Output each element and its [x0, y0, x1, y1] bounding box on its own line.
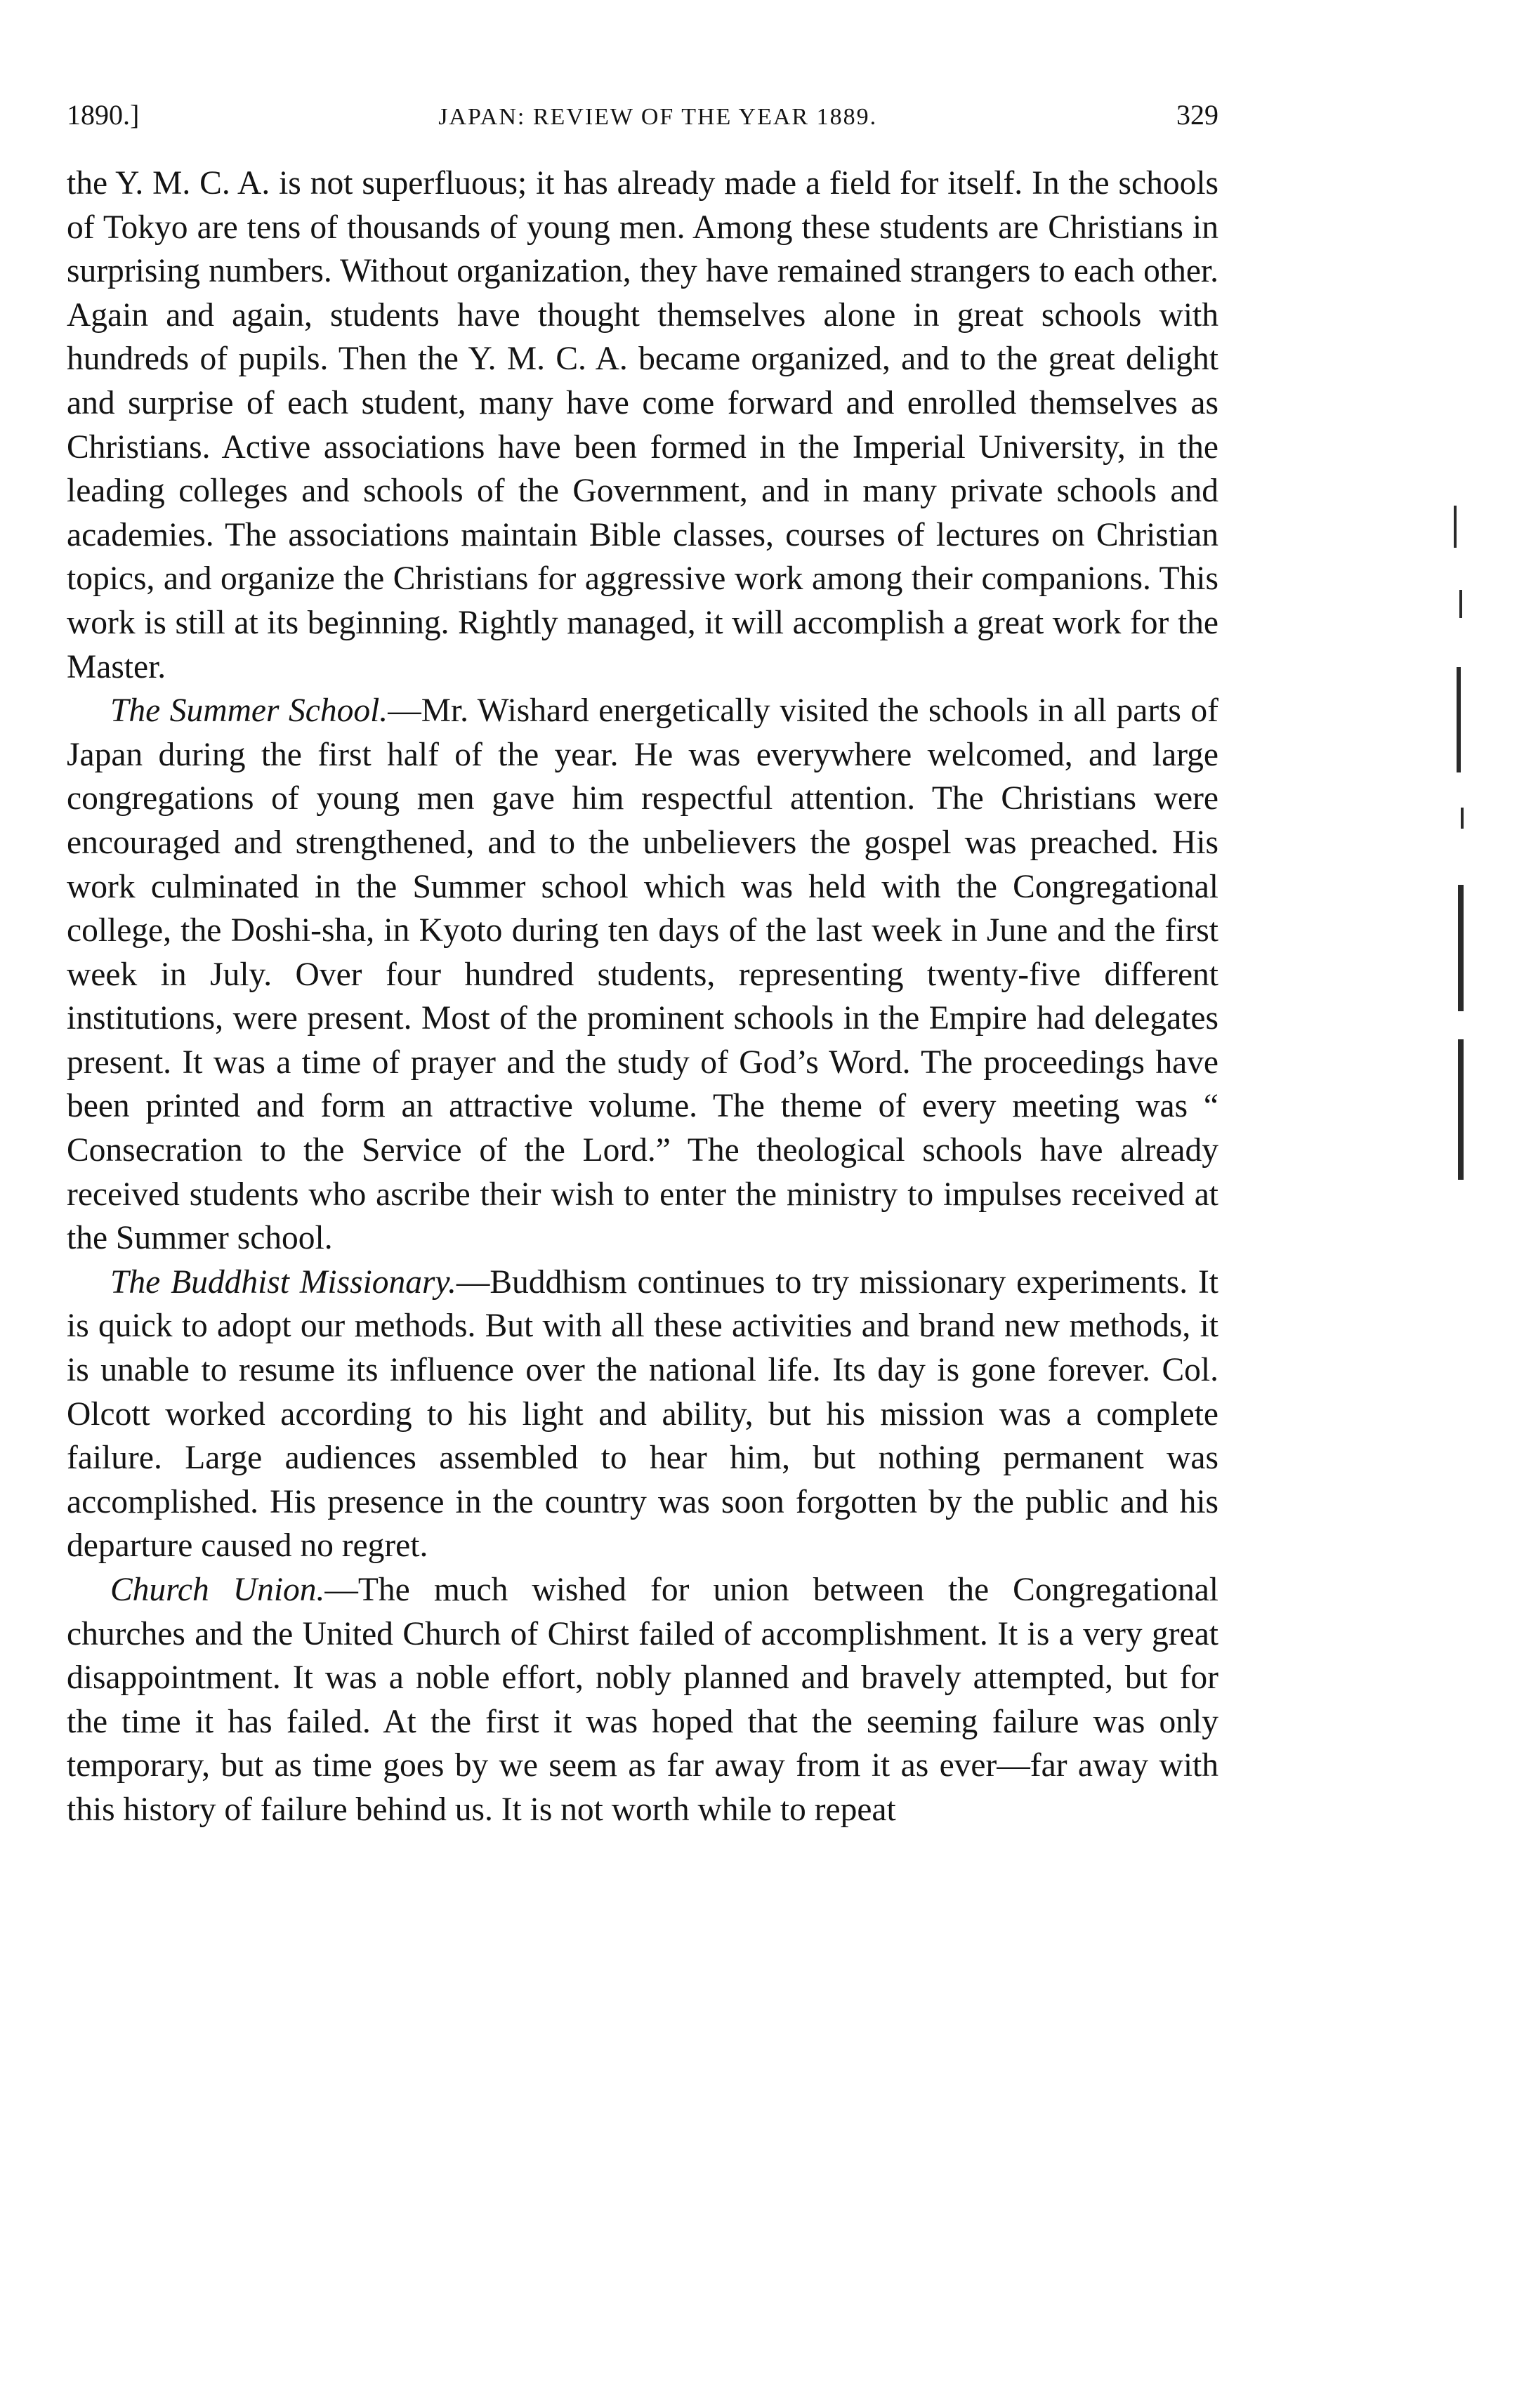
running-head — [67, 98, 1218, 140]
paragraph-text: —Mr. Wishard energetically visited the schools in all parts of Japan during the first half of the year. He was everywhere welcomed, and large congregations of young men gave him respectful attention. The Christians were encouraged and strengthened, and to the unbelievers the gospel was preached. His work culminated in the Summer school which was held with the Congregational college, the Doshi-sha, in Kyoto during ten days of the last week in June and the first week in July. Over four hundred students, representing twenty-five different institutions, were present. Most of the prominent schools in the Empire had delegates present. It was a time of prayer and the study of God’s Word. The proceedings have been printed and form an attractive volume. The theme of every meeting was “ Consecration to the Service of the Lord.” The theological schools have already received students who ascribe their wish to enter the ministry to impulses received at the Summer school. — [67, 692, 1218, 1257]
scan-mark — [1458, 1039, 1464, 1180]
scan-mark — [1454, 506, 1457, 548]
scan-edge-marks — [1454, 506, 1475, 1173]
header-year: 1890.] — [67, 99, 140, 131]
body-text — [67, 162, 1218, 1832]
book-page — [67, 98, 1218, 1832]
header-title: JAPAN: REVIEW OF THE YEAR 1889. — [438, 104, 878, 130]
page-number: 329 — [1176, 99, 1218, 131]
section-heading: Church Union. — [110, 1572, 325, 1608]
paragraph-text: the Y. M. C. A. is not superfluous; it has already made a field for itself. In the schools of Tokyo are tens of thousands of young men. Among these students are Christians in surprising numbers. Without organization, they have remained strangers to each other. Again and again, students have thought themselves alone in great schools with hundreds of pupils. Then the Y. M. C. A. became organized, and to the great delight and surprise of each student, many have come forward and enrolled themselves as Christians. Active associations have been formed in the Imperial University, in the leading colleges and schools of the Government, and in many private schools and academies. The associations maintain Bible classes, courses of lectures on Christian topics, and organize the Christians for aggressive work among their companions. This work is still at its beginning. Rightly managed, it will accomplish a great work for the Master. — [67, 165, 1218, 685]
paragraph-buddhist-missionary — [67, 1261, 1218, 1568]
scan-mark — [1457, 667, 1461, 772]
paragraph-summer-school — [67, 689, 1218, 1261]
scan-mark — [1458, 885, 1464, 1011]
paragraph-text: —Buddhism continues to try missionary experiments. It is quick to adopt our methods. But with all these activities and brand new methods, it is unable to resume its influence over the national life. Its day is gone forever. Col. Olcott worked according to his light and ability, but his mission was a complete failure. Large audiences assembled to hear him, but nothing permanent was accomplished. His presence in the country was soon forgotten by the public and his departure caused no regret. — [67, 1263, 1218, 1565]
paragraph-church-union — [67, 1568, 1218, 1832]
paragraph-ymca — [67, 162, 1218, 689]
section-heading: The Summer School. — [110, 692, 388, 730]
section-heading: The Buddhist Missionary. — [110, 1263, 456, 1301]
scan-mark — [1461, 808, 1464, 829]
scan-mark — [1459, 590, 1462, 618]
paragraph-text: —The much wished for union between the Congregational churches and the United Church of Chirst failed of accomplishment. It is a very great disappointment. It was a noble effort, nobly planned and bravely attempted, but for the time it has failed. At the first it was hoped that the seeming failure was only temporary, but as time goes by we seem as far away from it as ever—far away with this history of failure behind us. It is not worth while to repeat — [67, 1572, 1218, 1828]
